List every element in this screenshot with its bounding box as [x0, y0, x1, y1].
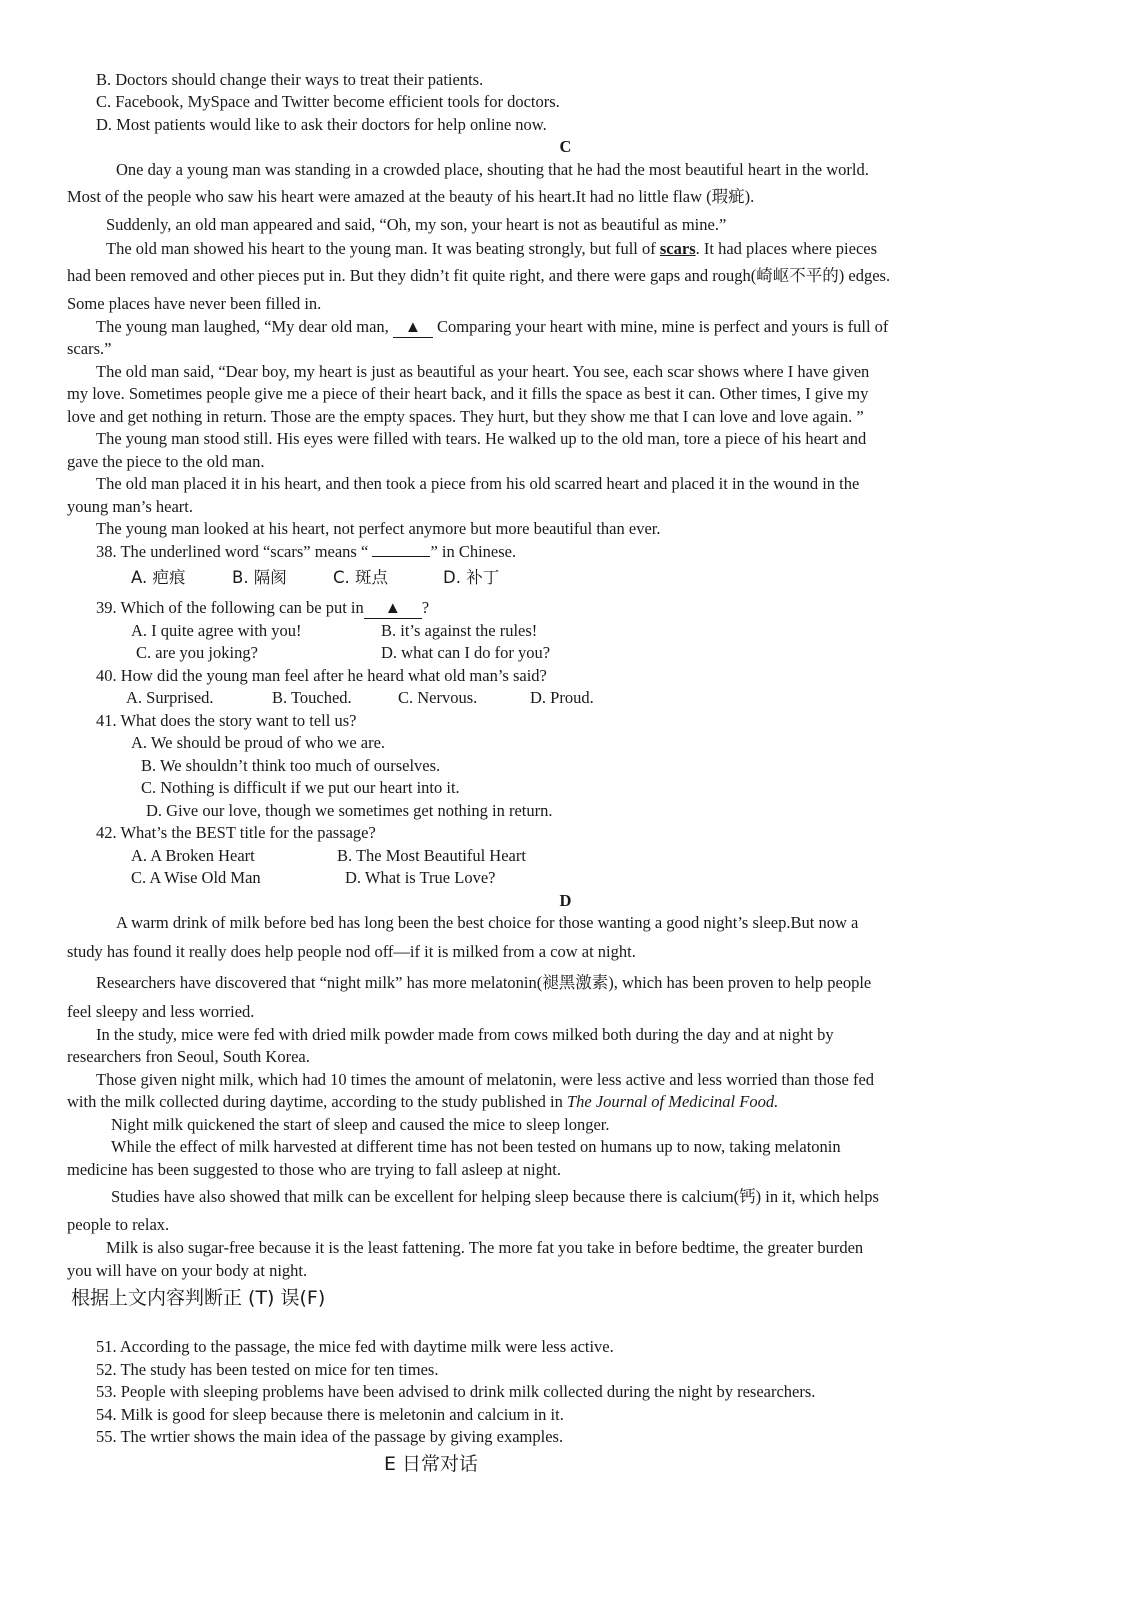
statement-55: 55. The wrtier shows the main idea of the passage by giving examples. — [96, 1427, 564, 1446]
text-span: The old man showed his heart to the young man. It was beating strongly, but full of — [106, 239, 660, 258]
question-39 — [96, 598, 429, 619]
q41-option-c: C. Nothing is difficult if we put our heart into it. — [141, 778, 460, 797]
text-span: ? — [421, 598, 430, 617]
paragraph-line: feel sleepy and less worried. — [67, 1002, 255, 1021]
option-d: D. Most patients would like to ask their doctors for help online now. — [96, 115, 547, 134]
question-38 — [96, 542, 516, 562]
q38-option-c — [333, 568, 388, 588]
paragraph-line: While the effect of milk harvested at different time has not been tested on humans up to now, taking melatonin — [111, 1137, 841, 1156]
question-40: 40. How did the young man feel after he heard what old man’s said? — [96, 666, 547, 685]
paragraph-line — [106, 239, 877, 259]
journal-title: The Journal of Medicinal Food. — [566, 1092, 779, 1111]
section-d-heading: D — [559, 891, 572, 910]
q40-option-b: B. Touched. — [272, 688, 352, 707]
paragraph-line: Night milk quickened the start of sleep and caused the mice to sleep longer. — [111, 1115, 610, 1134]
paragraph-line: you will have on your body at night. — [67, 1261, 308, 1280]
paragraph-line: had been removed and other pieces put in. But they didn’t fit quite right, and there were gaps and rough(崎岖不平的) edges. — [67, 266, 891, 285]
q38-option-a — [131, 568, 186, 588]
option-text: A. 疤痕 — [131, 568, 186, 587]
answer-blank: ▲ — [393, 317, 433, 338]
answer-blank: ▲ — [364, 598, 422, 619]
question-41: 41. What does the story want to tell us? — [96, 711, 357, 730]
option-text: C. 斑点 — [333, 568, 389, 587]
q38-option-b — [232, 568, 287, 588]
true-false-heading: 根据上文内容判断正 (T) 误(F) — [71, 1287, 326, 1309]
section-e-heading: E 日常对话 — [384, 1453, 479, 1475]
paragraph-line: Studies have also showed that milk can be excellent for helping sleep because there is calcium(钙) in it, which helps — [111, 1187, 879, 1206]
paragraph-line: The old man said, “Dear boy, my heart is just as beautiful as your heart. You see, each scar shows where I have given — [96, 362, 870, 381]
option-text: B. 隔阂 — [232, 568, 287, 587]
paragraph-line: study has found it really does help people nod off—if it is milked from a cow at night. — [67, 942, 636, 961]
paragraph-line: The old man placed it in his heart, and then took a piece from his old scarred heart and placed it in the wound in the — [96, 474, 860, 493]
paragraph-line: The young man looked at his heart, not perfect anymore but more beautiful than ever. — [96, 519, 661, 538]
option-c: C. Facebook, MySpace and Twitter become efficient tools for doctors. — [96, 92, 560, 111]
statement-52: 52. The study has been tested on mice for ten times. — [96, 1360, 439, 1379]
q40-option-d: D. Proud. — [530, 688, 594, 707]
paragraph-line: Researchers have discovered that “night milk” has more melatonin(褪黑激素), which has been proven to help people — [96, 973, 872, 992]
paragraph-line: young man’s heart. — [67, 497, 194, 516]
q38-option-d — [443, 568, 499, 588]
question-42: 42. What’s the BEST title for the passage? — [96, 823, 376, 842]
q41-option-a: A. We should be proud of who we are. — [131, 733, 386, 752]
paragraph-line: Some places have never been filled in. — [67, 294, 322, 313]
text-span: Comparing your heart with mine, mine is perfect and yours is full of — [432, 317, 889, 336]
q42-option-c: C. A Wise Old Man — [131, 868, 261, 887]
q42-option-d: D. What is True Love? — [345, 868, 496, 887]
section-c-heading: C — [559, 137, 572, 156]
paragraph-line: gave the piece to the old man. — [67, 452, 265, 471]
text-span: ” in Chinese. — [430, 542, 517, 561]
paragraph-line — [67, 1092, 778, 1112]
paragraph-line: One day a young man was standing in a crowded place, shouting that he had the most beautiful heart in the world. — [116, 160, 869, 179]
text-span: 38. The underlined word “scars” means “ — [96, 542, 373, 561]
paragraph-line: scars.” — [67, 339, 112, 358]
text-span: The young man laughed, “My dear old man, — [96, 317, 393, 336]
text-span: . It had places where pieces — [695, 239, 878, 258]
paragraph-line: The young man stood still. His eyes were filled with tears. He walked up to the old man, tore a piece of his heart and — [96, 429, 867, 448]
q40-option-c: C. Nervous. — [398, 688, 478, 707]
paragraph-line: Those given night milk, which had 10 times the amount of melatonin, were less active and less worried than those fed — [96, 1070, 875, 1089]
paragraph-line: Suddenly, an old man appeared and said, “Oh, my son, your heart is not as beautiful as mine.” — [106, 215, 727, 234]
q41-option-b: B. We shouldn’t think too much of ourselves. — [141, 756, 441, 775]
paragraph-line: people to relax. — [67, 1215, 170, 1234]
paragraph-line: researchers fron Seoul, South Korea. — [67, 1047, 310, 1066]
q39-option-b: B. it’s against the rules! — [381, 621, 538, 640]
text-span: 39. Which of the following can be put in — [96, 598, 364, 617]
text-span: with the milk collected during daytime, according to the study published in — [67, 1092, 567, 1111]
paragraph-line: Most of the people who saw his heart were amazed at the beauty of his heart.It had no little flaw (瑕疵). — [67, 187, 755, 206]
statement-54: 54. Milk is good for sleep because there is meletonin and calcium in it. — [96, 1405, 564, 1424]
q39-option-d: D. what can I do for you? — [381, 643, 551, 662]
option-text: D. 补丁 — [443, 568, 500, 587]
q39-option-a: A. I quite agree with you! — [131, 621, 302, 640]
q41-option-d: D. Give our love, though we sometimes get nothing in return. — [146, 801, 553, 820]
paragraph-line: love and get nothing in return. Those are the empty spaces. They hurt, but they show me that I can love and love again. ” — [67, 407, 864, 426]
q39-option-c: C. are you joking? — [136, 643, 258, 662]
paragraph-line: medicine has been suggested to those who are trying to fall asleep at night. — [67, 1160, 561, 1179]
q42-option-b: B. The Most Beautiful Heart — [337, 846, 526, 865]
statement-51: 51. According to the passage, the mice fed with daytime milk were less active. — [96, 1337, 614, 1356]
option-b: B. Doctors should change their ways to treat their patients. — [96, 70, 484, 89]
answer-blank — [372, 556, 430, 557]
paragraph-line: A warm drink of milk before bed has long been the best choice for those wanting a good night’s sleep.But now a — [116, 913, 859, 932]
q40-option-a: A. Surprised. — [126, 688, 214, 707]
underlined-word-scars: scars — [659, 239, 696, 258]
q42-option-a: A. A Broken Heart — [131, 846, 255, 865]
paragraph-line: Milk is also sugar-free because it is the least fattening. The more fat you take in before bedtime, the greater burden — [106, 1238, 864, 1257]
paragraph-line — [96, 317, 888, 338]
paragraph-line: In the study, mice were fed with dried milk powder made from cows milked both during the day and at night by — [96, 1025, 834, 1044]
statement-53: 53. People with sleeping problems have been advised to drink milk collected during the night by researchers. — [96, 1382, 816, 1401]
paragraph-line: my love. Sometimes people give me a piece of their heart back, and it fills the space as best it can. Other times, I give my — [67, 384, 869, 403]
